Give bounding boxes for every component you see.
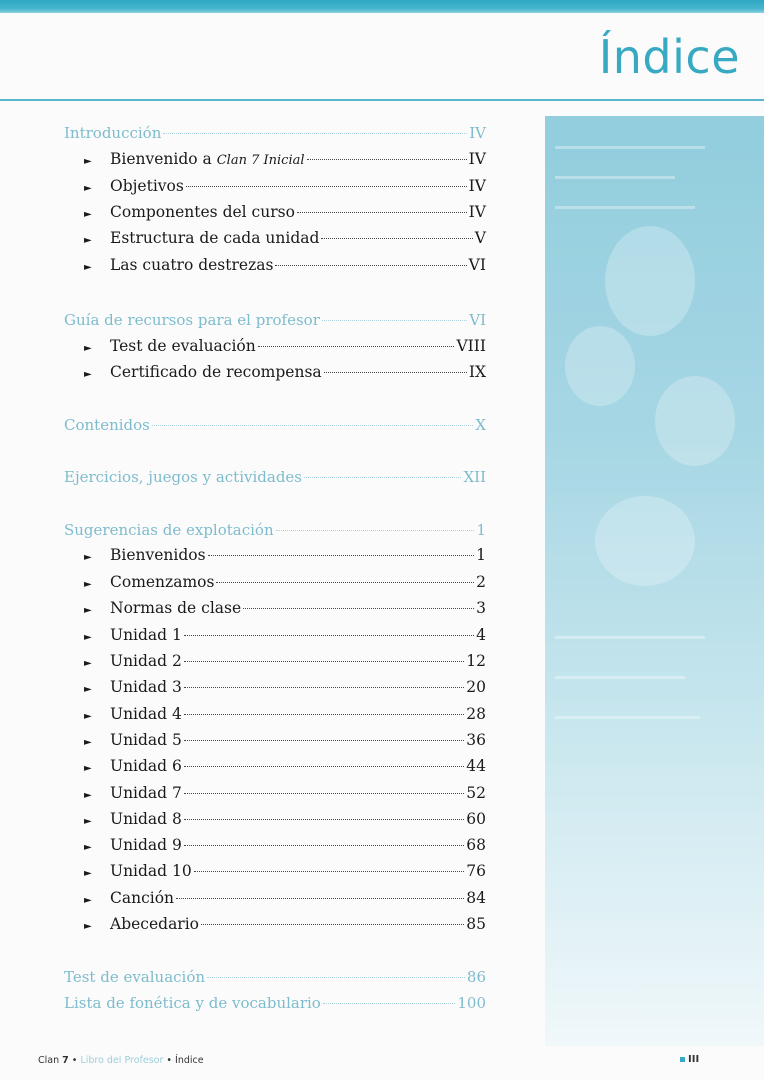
bullet-arrow-icon: ► xyxy=(84,842,92,853)
decorative-figure xyxy=(565,326,635,406)
toc-page-number: IV xyxy=(468,203,486,221)
bullet-arrow-icon: ► xyxy=(84,921,92,932)
dot-leader xyxy=(258,346,455,347)
decorative-line xyxy=(555,636,705,639)
toc-entry-label: Bienvenidos xyxy=(110,546,206,564)
toc-entry-label: Unidad 10 xyxy=(110,862,192,880)
toc-entry-label: Estructura de cada unidad xyxy=(110,229,320,247)
title-rule xyxy=(0,99,764,101)
bullet-arrow-icon: ► xyxy=(84,262,92,273)
bullet-arrow-icon: ► xyxy=(84,711,92,722)
dot-leader xyxy=(184,845,464,846)
footer-book-info xyxy=(38,1055,204,1066)
toc-section-entry xyxy=(60,124,486,146)
toc-section-entry xyxy=(60,468,486,490)
decorative-line xyxy=(555,716,700,719)
bullet-arrow-icon: ► xyxy=(84,209,92,220)
footer-level: 7 xyxy=(62,1055,69,1066)
toc-page-number: X xyxy=(475,416,486,434)
toc-entry-label: Abecedario xyxy=(110,915,200,933)
bullet-arrow-icon: ► xyxy=(84,369,92,380)
page-number: III xyxy=(688,1054,700,1065)
toc-entry-label: Unidad 9 xyxy=(110,836,182,854)
bullet-arrow-icon: ► xyxy=(84,790,92,801)
toc-entry-label: Lista de fonética y de vocabulario xyxy=(64,994,321,1012)
toc-entry-label: Unidad 7 xyxy=(110,784,182,802)
toc-entry xyxy=(60,546,486,568)
toc-page-number: 84 xyxy=(466,889,486,907)
bullet-arrow-icon: ► xyxy=(84,183,92,194)
toc-entry-label: Test de evaluación xyxy=(110,337,256,355)
toc-entry-label: Canción xyxy=(110,889,175,907)
toc-entry xyxy=(60,889,486,911)
toc-entry-label: Unidad 4 xyxy=(110,705,182,723)
footer-separator: • xyxy=(68,1055,81,1066)
dot-leader xyxy=(184,635,474,636)
toc-page-number: 76 xyxy=(466,862,486,880)
dot-leader xyxy=(243,608,474,609)
bullet-arrow-icon: ► xyxy=(84,156,92,167)
toc-section-entry xyxy=(60,968,486,990)
toc-page-number: 52 xyxy=(466,784,486,802)
footer-separator: • xyxy=(163,1055,176,1066)
toc-entry xyxy=(60,363,486,385)
bullet-arrow-icon: ► xyxy=(84,343,92,354)
decorative-figure xyxy=(655,376,735,466)
decorative-figure xyxy=(605,226,695,336)
dot-leader xyxy=(184,714,464,715)
toc-page-number: 36 xyxy=(466,731,486,749)
dot-leader xyxy=(276,530,475,531)
toc-entry xyxy=(60,599,486,621)
toc-page-number: 1 xyxy=(476,546,486,564)
toc-page-number: 86 xyxy=(466,968,486,986)
footer-page-number xyxy=(680,1054,699,1065)
bullet-arrow-icon: ► xyxy=(84,816,92,827)
illustration-panel xyxy=(545,116,764,1046)
dot-leader xyxy=(184,766,464,767)
bullet-arrow-icon: ► xyxy=(84,684,92,695)
dot-leader xyxy=(176,898,464,899)
toc-page-number: 100 xyxy=(457,994,486,1012)
decorative-line xyxy=(555,206,695,209)
bullet-arrow-icon: ► xyxy=(84,763,92,774)
footer-section: Índice xyxy=(175,1055,204,1066)
toc-page-number: 2 xyxy=(476,573,486,591)
dot-leader xyxy=(152,425,473,426)
toc-entry-label: Certificado de recompensa xyxy=(110,363,322,381)
toc-entry-label: Test de evaluación xyxy=(64,968,206,986)
dot-leader xyxy=(322,320,467,321)
decorative-figure xyxy=(595,496,695,586)
toc-page-number: 20 xyxy=(466,678,486,696)
toc-entry xyxy=(60,652,486,674)
bullet-arrow-icon: ► xyxy=(84,868,92,879)
toc-page-number: 3 xyxy=(476,599,486,617)
toc-entry xyxy=(60,150,486,172)
toc-entry-label: Bienvenido a Clan 7 Inicial xyxy=(110,150,305,168)
toc-entry-label: Ejercicios, juegos y actividades xyxy=(64,468,303,486)
toc-entry xyxy=(60,626,486,648)
dot-leader xyxy=(321,238,472,239)
toc-entry xyxy=(60,757,486,779)
toc-entry xyxy=(60,337,486,359)
toc-entry-label: Unidad 5 xyxy=(110,731,182,749)
bullet-arrow-icon: ► xyxy=(84,737,92,748)
dot-leader xyxy=(324,372,467,373)
dot-leader xyxy=(186,186,467,187)
dot-leader xyxy=(275,265,466,266)
toc-entry-label: Sugerencias de explotación xyxy=(64,521,274,539)
toc-page-number: 68 xyxy=(466,836,486,854)
toc-entry xyxy=(60,177,486,199)
toc-entry-label: Unidad 8 xyxy=(110,810,182,828)
dot-leader xyxy=(184,687,464,688)
dot-leader xyxy=(194,871,465,872)
toc-page-number: 12 xyxy=(466,652,486,670)
dot-leader xyxy=(304,477,461,478)
toc-entry xyxy=(60,915,486,937)
bullet-arrow-icon: ► xyxy=(84,552,92,563)
toc-page-number: IX xyxy=(468,363,486,381)
dot-leader xyxy=(184,661,464,662)
toc-page-number: IV xyxy=(468,150,486,168)
toc-page-number: VI xyxy=(468,256,486,274)
toc-entry xyxy=(60,203,486,225)
toc-entry-label: Comenzamos xyxy=(110,573,215,591)
toc-entry xyxy=(60,810,486,832)
dot-leader xyxy=(184,819,464,820)
bullet-arrow-icon: ► xyxy=(84,235,92,246)
toc-entry-label: Componentes del curso xyxy=(110,203,295,221)
toc-entry-label: Guía de recursos para el profesor xyxy=(64,311,320,329)
page-title: Índice xyxy=(598,30,740,84)
dot-leader xyxy=(184,740,464,741)
toc-entry-label: Unidad 1 xyxy=(110,626,182,644)
decorative-line xyxy=(555,176,675,179)
decorative-line xyxy=(555,146,705,149)
toc-page-number: 85 xyxy=(466,915,486,933)
footer-book-name: Clan xyxy=(38,1055,63,1066)
toc-entry-label: Unidad 3 xyxy=(110,678,182,696)
top-accent-bar xyxy=(0,0,764,13)
dot-leader xyxy=(163,133,467,134)
toc-section-entry xyxy=(60,994,486,1016)
toc-entry-label: Las cuatro destrezas xyxy=(110,256,274,274)
toc-entry xyxy=(60,229,486,251)
dot-leader xyxy=(184,793,464,794)
bullet-arrow-icon: ► xyxy=(84,579,92,590)
toc-entry xyxy=(60,862,486,884)
toc-entry xyxy=(60,784,486,806)
bullet-arrow-icon: ► xyxy=(84,658,92,669)
dot-leader xyxy=(323,1003,456,1004)
dot-leader xyxy=(216,582,474,583)
toc-page-number: 28 xyxy=(466,705,486,723)
toc-entry-label: Introducción xyxy=(64,124,162,142)
footer-square-icon xyxy=(680,1057,685,1062)
toc-page-number: 4 xyxy=(476,626,486,644)
toc-page-number: V xyxy=(474,229,486,247)
dot-leader xyxy=(201,924,464,925)
toc-section-entry xyxy=(60,521,486,543)
toc-page-number: 1 xyxy=(476,521,486,539)
bullet-arrow-icon: ► xyxy=(84,605,92,616)
toc-entry-label: Normas de clase xyxy=(110,599,242,617)
toc-page-number: VI xyxy=(469,311,486,329)
toc-page-number: IV xyxy=(469,124,486,142)
dot-leader xyxy=(297,212,467,213)
toc-section-entry xyxy=(60,311,486,333)
toc-entry xyxy=(60,256,486,278)
decorative-line xyxy=(555,676,685,679)
toc-entry-label: Unidad 2 xyxy=(110,652,182,670)
toc-section-entry xyxy=(60,416,486,438)
toc-entry-label: Objetivos xyxy=(110,177,184,195)
toc-entry-label: Contenidos xyxy=(64,416,150,434)
book-title-italic: Clan 7 Inicial xyxy=(216,153,305,168)
toc-entry xyxy=(60,573,486,595)
toc-entry xyxy=(60,731,486,753)
dot-leader xyxy=(307,159,467,160)
footer-subtitle: Libro del Profesor xyxy=(80,1055,164,1066)
toc-page-number: VIII xyxy=(456,337,486,355)
toc-entry xyxy=(60,678,486,700)
toc-page-number: IV xyxy=(468,177,486,195)
toc-page-number: 44 xyxy=(466,757,486,775)
toc-entry xyxy=(60,705,486,727)
dot-leader xyxy=(207,977,465,978)
toc-page-number: XII xyxy=(463,468,486,486)
dot-leader xyxy=(208,555,475,556)
toc-entry-label: Unidad 6 xyxy=(110,757,182,775)
toc-entry xyxy=(60,836,486,858)
bullet-arrow-icon: ► xyxy=(84,895,92,906)
toc-page-number: 60 xyxy=(466,810,486,828)
bullet-arrow-icon: ► xyxy=(84,632,92,643)
